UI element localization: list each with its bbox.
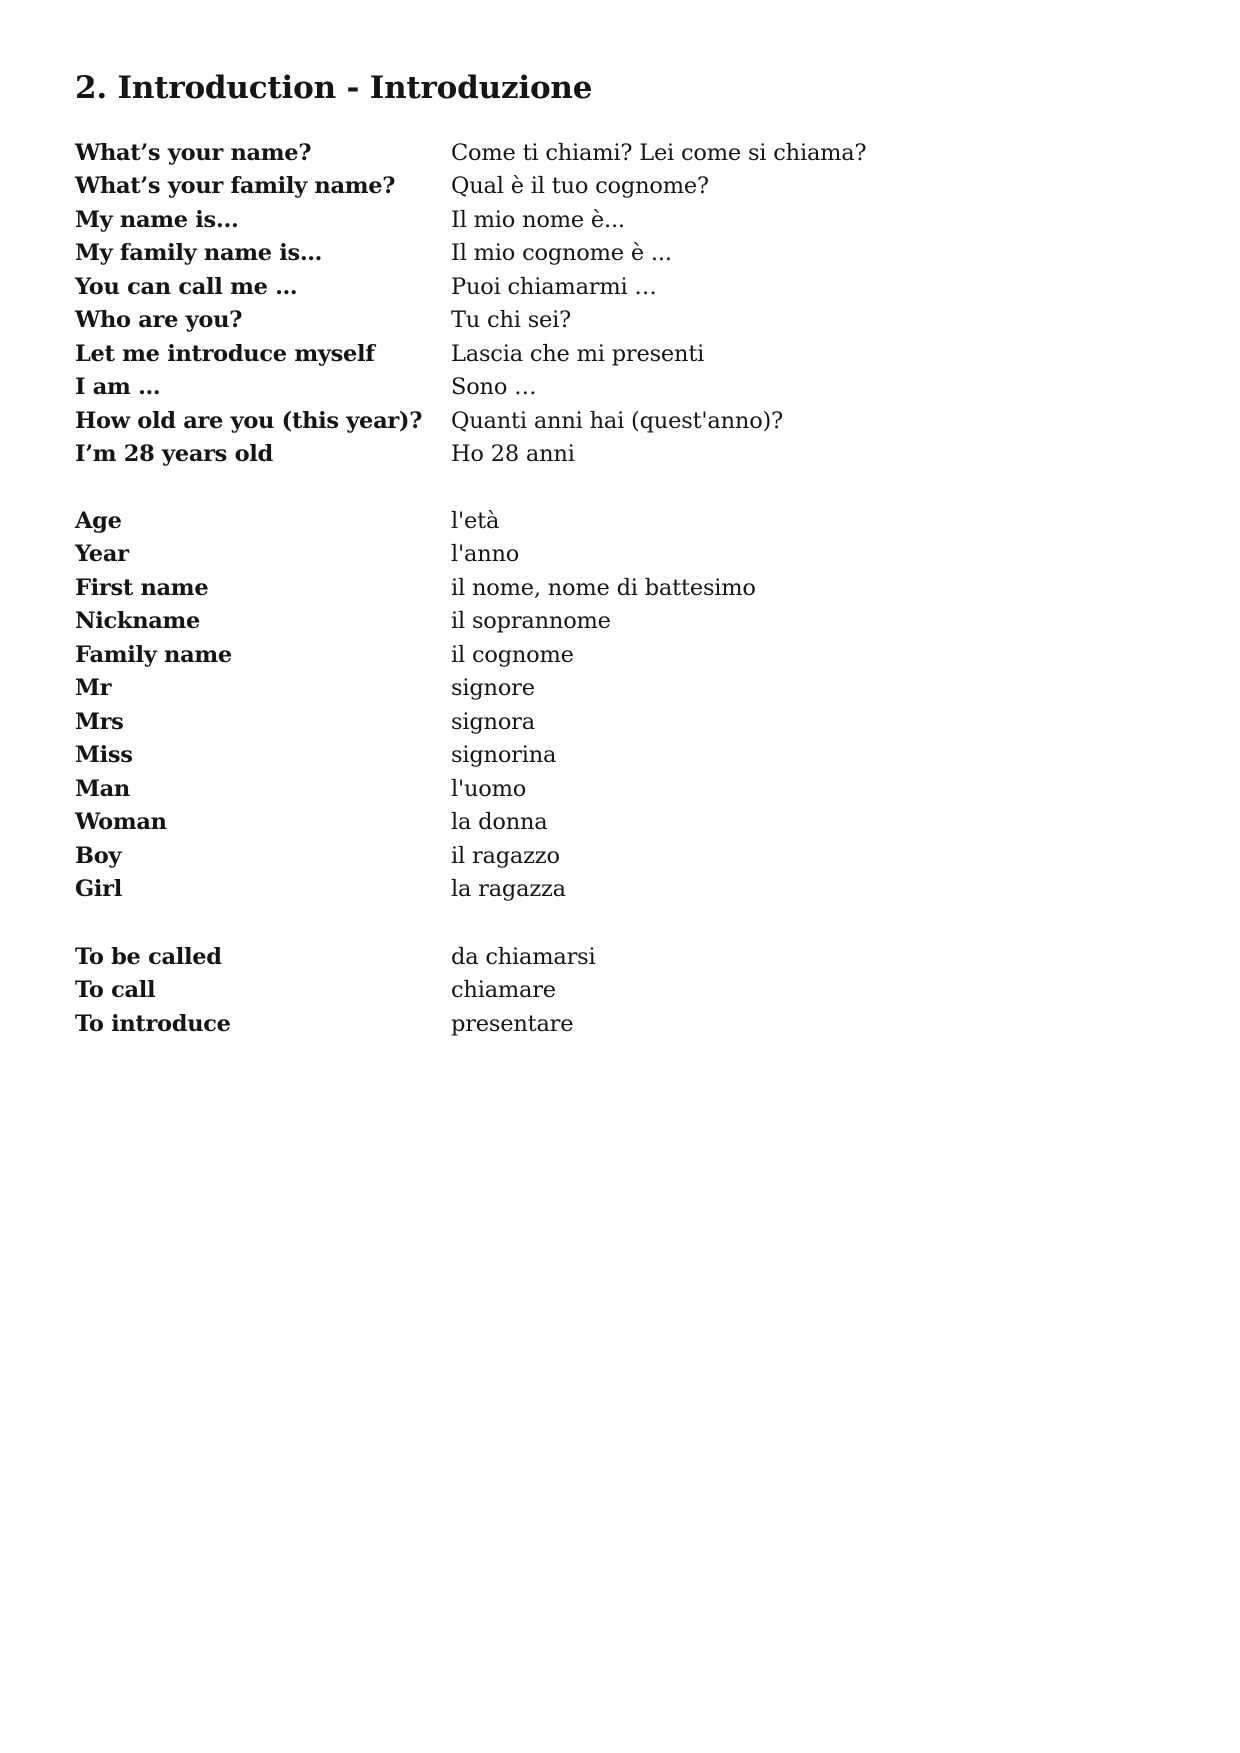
english-term: Girl	[75, 876, 122, 903]
english-term: Nickname	[75, 608, 201, 635]
italian-translation: Lascia che mi presenti	[451, 340, 705, 367]
english-term: What’s your family name?	[75, 173, 396, 200]
list-item	[75, 371, 1075, 405]
italian-translation: chiamare	[451, 977, 556, 1004]
list-item	[75, 940, 1075, 974]
italian-translation: Qual è il tuo cognome?	[451, 173, 709, 200]
italian-translation: Il mio cognome è ...	[451, 240, 672, 267]
italian-translation: l'età	[451, 507, 500, 534]
list-item	[75, 504, 1075, 538]
english-term: Let me introduce myself	[75, 340, 375, 367]
english-term: Who are you?	[75, 307, 243, 334]
english-term: Woman	[75, 809, 167, 836]
english-term: Mr	[75, 675, 112, 702]
list-item	[75, 772, 1075, 806]
verbs-list	[75, 940, 1075, 1041]
list-item	[75, 705, 1075, 739]
english-term: What’s your name?	[75, 139, 312, 166]
english-term: To introduce	[75, 1010, 231, 1037]
italian-translation: signore	[451, 675, 535, 702]
list-item	[75, 974, 1075, 1008]
page-title: 2. Introduction - Introduzione	[75, 70, 593, 106]
list-item	[75, 806, 1075, 840]
italian-translation: Sono …	[451, 374, 537, 401]
english-term: How old are you (this year)?	[75, 407, 423, 434]
italian-translation: Tu chi sei?	[451, 307, 572, 334]
list-item	[75, 404, 1075, 438]
italian-translation: da chiamarsi	[451, 943, 596, 970]
italian-translation: Come ti chiami? Lei come si chiama?	[451, 139, 867, 166]
list-item	[75, 739, 1075, 773]
italian-translation: la donna	[451, 809, 548, 836]
phrases-list	[75, 136, 1075, 471]
list-item	[75, 203, 1075, 237]
list-item	[75, 136, 1075, 170]
list-item	[75, 337, 1075, 371]
list-item	[75, 1007, 1075, 1041]
list-item	[75, 571, 1075, 605]
list-item	[75, 873, 1075, 907]
italian-translation: il cognome	[451, 641, 574, 668]
italian-translation: signorina	[451, 742, 557, 769]
english-term: Man	[75, 775, 130, 802]
italian-translation: l'uomo	[451, 775, 527, 802]
list-item	[75, 605, 1075, 639]
english-term: You can call me …	[75, 273, 298, 300]
italian-translation: il ragazzo	[451, 842, 560, 869]
italian-translation: il soprannome	[451, 608, 611, 635]
italian-translation: Il mio nome è...	[451, 206, 625, 233]
english-term: Mrs	[75, 708, 124, 735]
english-term: To be called	[75, 943, 222, 970]
italian-translation: Puoi chiamarmi …	[451, 273, 657, 300]
english-term: Family name	[75, 641, 232, 668]
nouns-list	[75, 504, 1075, 906]
italian-translation: l'anno	[451, 541, 520, 568]
italian-translation: la ragazza	[451, 876, 566, 903]
english-term: First name	[75, 574, 209, 601]
english-term: I’m 28 years old	[75, 441, 273, 468]
english-term: Year	[75, 541, 129, 568]
italian-translation: Ho 28 anni	[451, 441, 575, 468]
list-item	[75, 538, 1075, 572]
list-item	[75, 237, 1075, 271]
english-term: I am …	[75, 374, 161, 401]
list-item	[75, 438, 1075, 472]
list-item	[75, 270, 1075, 304]
italian-translation: Quanti anni hai (quest'anno)?	[451, 407, 783, 434]
english-term: Age	[75, 507, 122, 534]
english-term: To call	[75, 977, 156, 1004]
english-term: My family name is…	[75, 240, 323, 267]
english-term: My name is...	[75, 206, 239, 233]
english-term: Boy	[75, 842, 122, 869]
list-item	[75, 839, 1075, 873]
list-item	[75, 304, 1075, 338]
english-term: Miss	[75, 742, 133, 769]
italian-translation: presentare	[451, 1010, 574, 1037]
italian-translation: il nome, nome di battesimo	[451, 574, 756, 601]
list-item	[75, 170, 1075, 204]
italian-translation: signora	[451, 708, 535, 735]
list-item	[75, 638, 1075, 672]
list-item	[75, 672, 1075, 706]
